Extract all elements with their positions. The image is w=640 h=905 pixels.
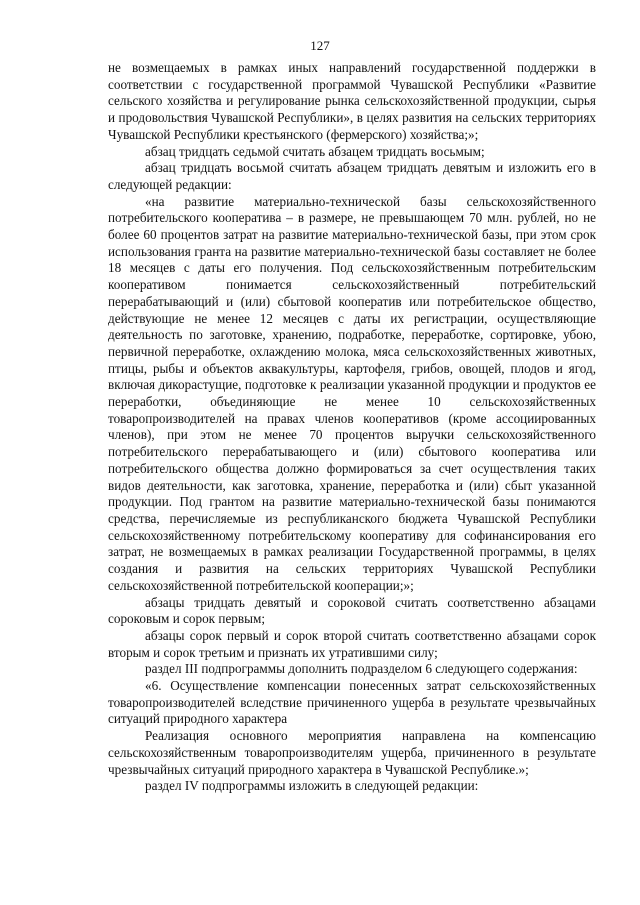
paragraph: раздел IV подпрограммы изложить в следующей редакции: [145,778,479,794]
paragraph: Реализация основного мероприятия направлена на компенсацию сельскохозяйственным товаропроизводителям ущерба, причиненного в результате чрезвычайных ситуаций природного характера в Чувашской Республике.»; [108,728,596,777]
paragraph: раздел III подпрограммы дополнить подразделом 6 следующего содержания: [145,661,578,677]
paragraph-subsection-heading: «6. Осуществление компенсации понесенных затрат сельскохозяйственных товаропроизводителей вследствие причиненного ущерба в результате чрезвычайных ситуаций природного характера [108,678,596,727]
document-body [108,60,596,795]
paragraph: абзацы сорок первый и сорок второй считать соответственно абзацами сорок вторым и сорок третьим и признать их утратившими силу; [108,627,596,660]
paragraph: абзац тридцать седьмой считать абзацем тридцать восьмым; [145,143,485,159]
paragraph-continuation: не возмещаемых в рамках иных направлений государственной поддержки в соответствии с государственной программой Чувашской Республики «Развитие сельского хозяйства и регулирование рынка сельскохозяйственной продукции, сырья и продовольствия Чувашской Республики», в целях развития на сельских территориях Чувашской Республики крестьянского (фермерского) хозяйства;»; [108,60,596,142]
paragraph: абзацы тридцать девятый и сороковой считать соответственно абзацами сороковым и сорок первым; [108,594,596,627]
page-number: 127 [310,38,330,53]
paragraph-quoted-grant-definition: «на развитие материально-технической базы сельскохозяйственного потребительского кооператива – в размере, не превышающем 70 млн. рублей, но не более 60 процентов затрат на развитие материально-технической базы, при этом срок использования гранта на развитие материально-технической базы составляет не более 18 месяцев с даты его получения. Под сельскохозяйственным потребительским кооперативом понимается сельскохозяйственный потребительский перерабатывающий и (или) сбытовой кооператив или потребительское общество, действующие не менее 12 месяцев с даты их регистрации, осуществляющие деятельность по заготовке, хранению, подработке, переработке, сортировке, убою, первичной переработке, охлаждению молока, мяса сельскохозяйственных животных, птицы, рыбы и объектов аквакультуры, картофеля, грибов, овощей, плодов и ягод, включая дикорастущие, подготовке к реализации указанной продукции и продуктов ее переработки, объединяющие не менее 10 сельскохозяйственных товаропроизводителей на правах членов кооперативов (кроме ассоциированных членов), при этом не менее 70 процентов выручки сельскохозяйственного потребительского перерабатывающего и (или) сбытового кооператива или потребительского общества должно формироваться за счет осуществления таких видов деятельности, как заготовка, хранение, переработка и (или) сбыт указанной продукции. Под грантом на развитие материально-технической базы понимаются средства, перечисляемые из республиканского бюджета Чувашской Республики сельскохозяйственному потребительскому кооперативу для софинансирования его затрат, не возмещаемых в рамках реализации Государственной программы, в целях создания и развития на сельских территориях Чувашской Республики сельскохозяйственной потребительской кооперации;»; [108,193,596,593]
paragraph: абзац тридцать восьмой считать абзацем тридцать девятым и изложить его в следующей редакции: [108,160,596,192]
